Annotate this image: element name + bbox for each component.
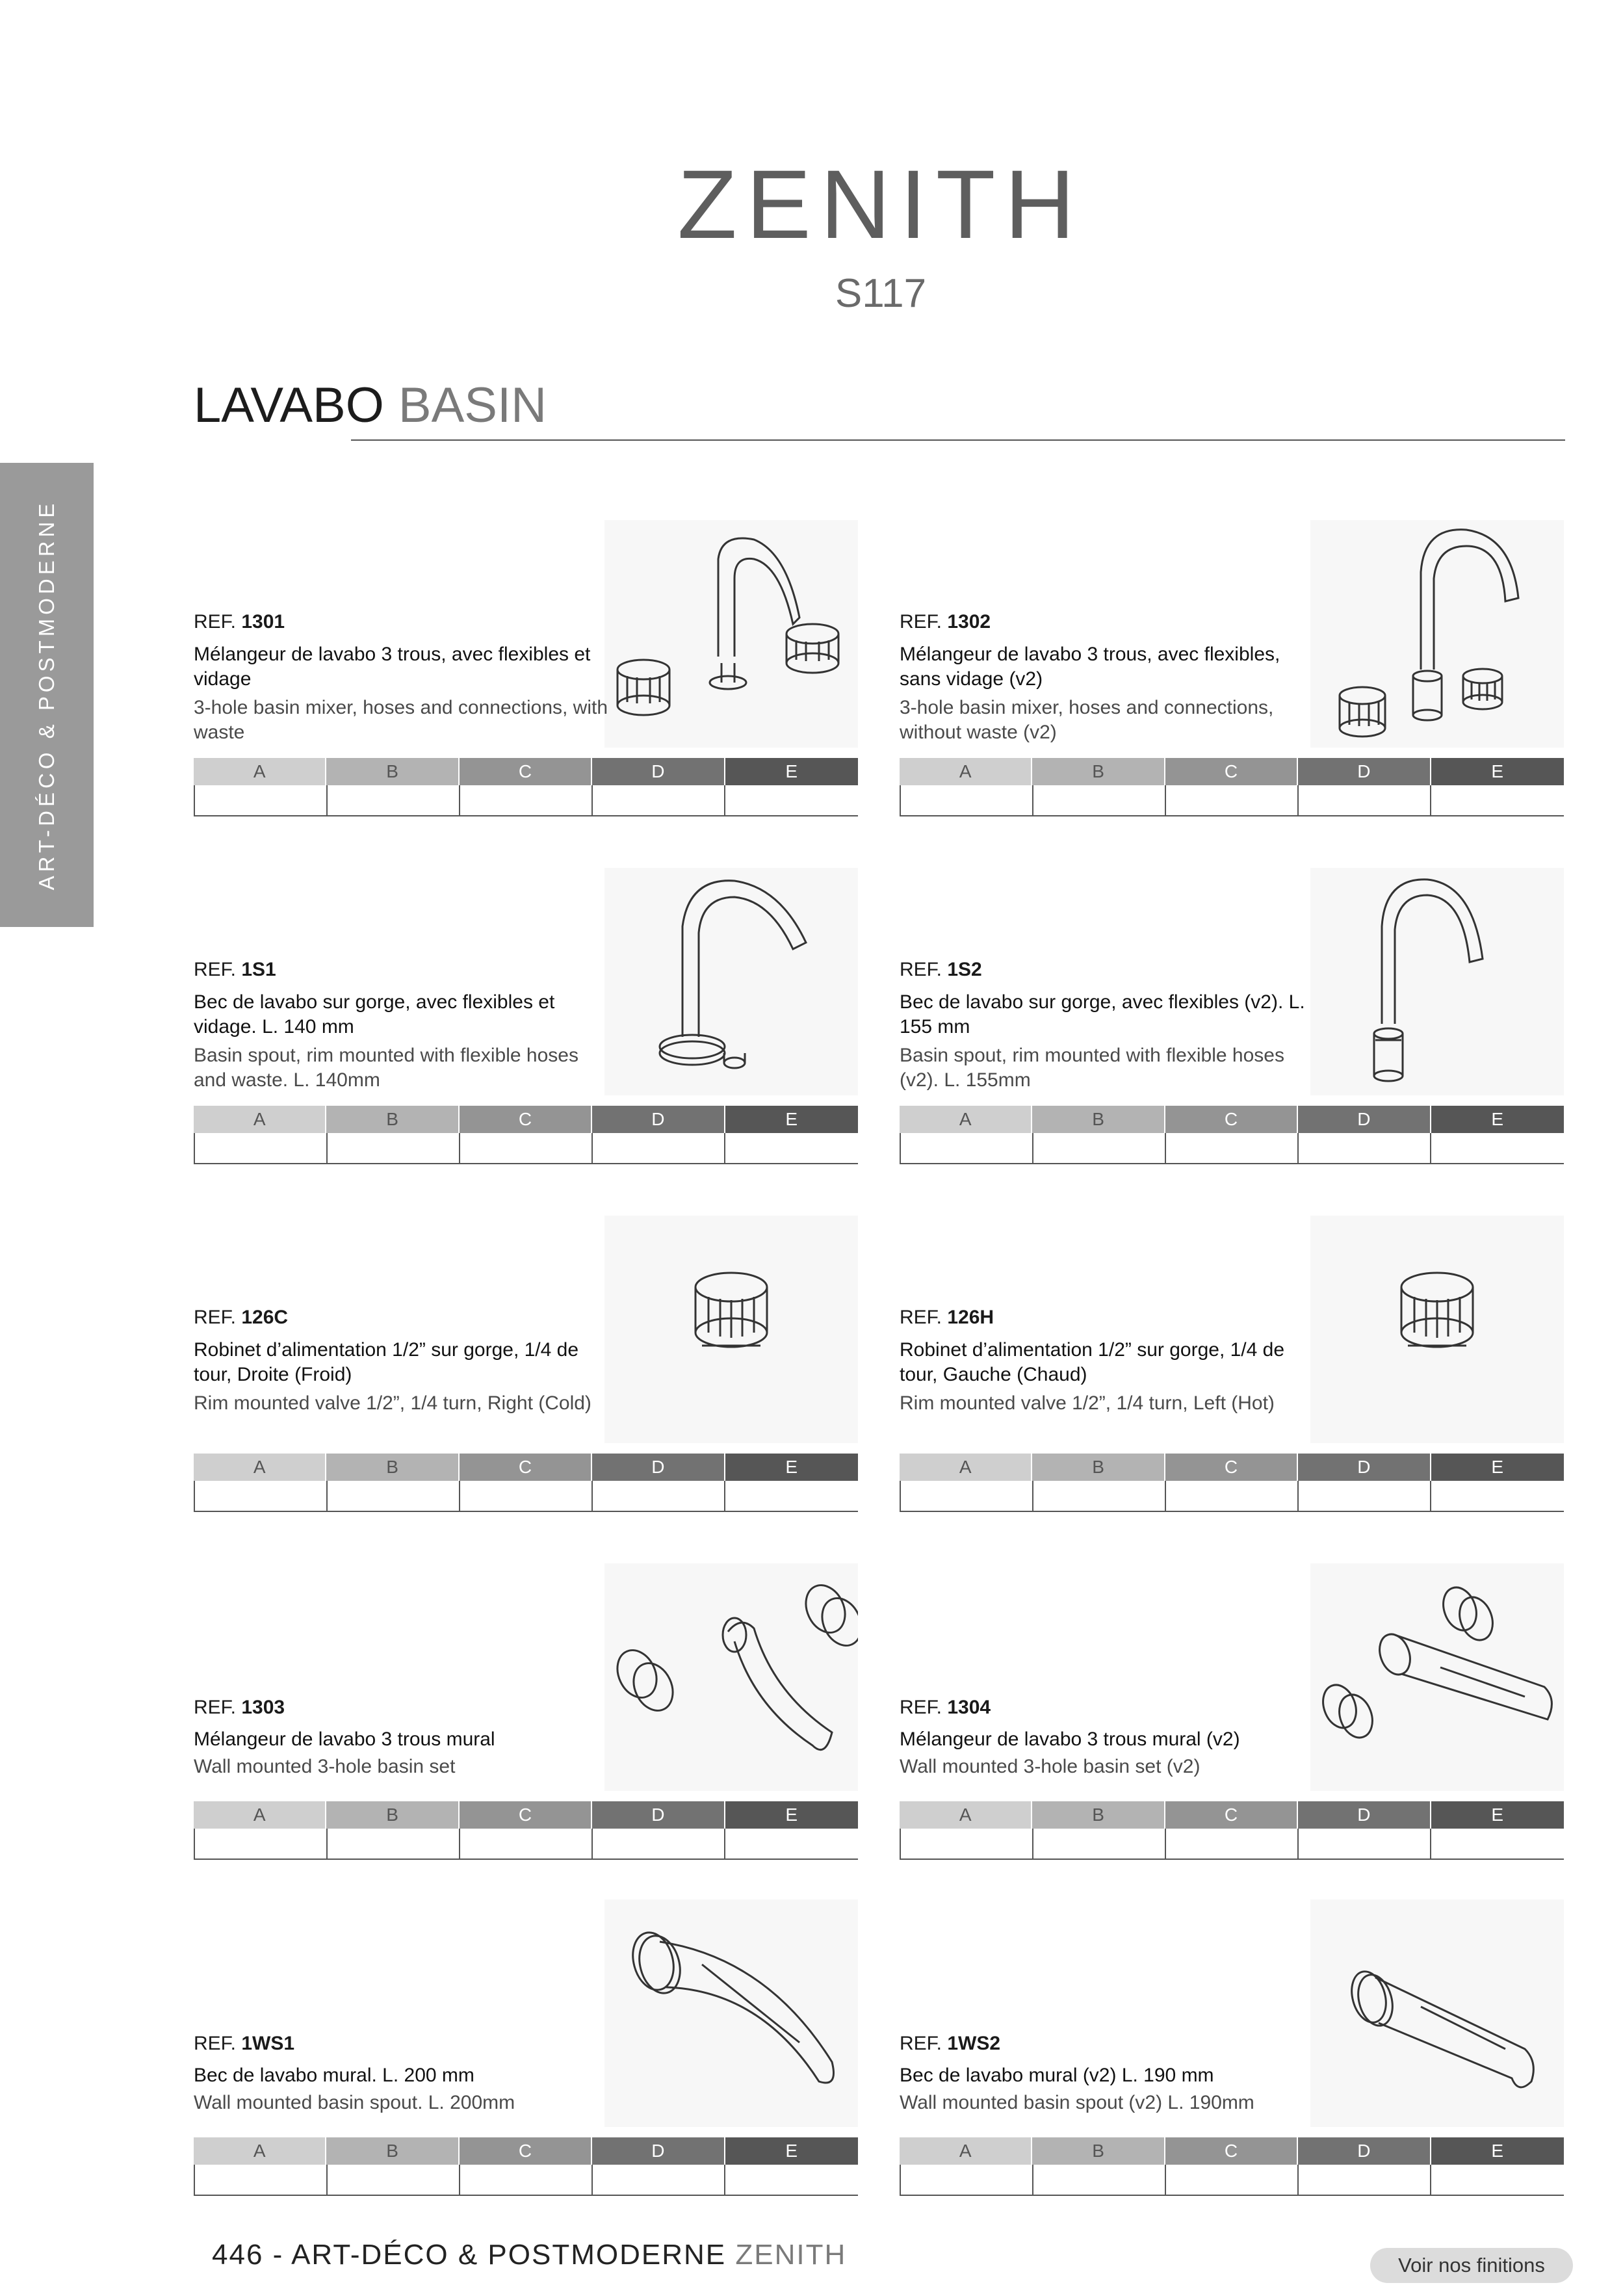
finish-col-d[interactable]: D bbox=[592, 1454, 725, 1481]
finish-cell[interactable] bbox=[1166, 2165, 1299, 2195]
finish-col-d[interactable]: D bbox=[1298, 1801, 1431, 1829]
finish-col-d[interactable]: D bbox=[592, 1801, 725, 1829]
ref-code: 1WS2 bbox=[947, 2033, 1001, 2054]
finish-cell[interactable] bbox=[1033, 785, 1166, 815]
finish-col-b[interactable]: B bbox=[326, 2137, 459, 2165]
finish-col-e[interactable]: E bbox=[1431, 1106, 1564, 1133]
finish-cell[interactable] bbox=[460, 785, 593, 815]
finish-col-a[interactable]: A bbox=[194, 758, 326, 785]
finish-cell[interactable] bbox=[593, 2165, 725, 2195]
finish-table bbox=[194, 2137, 858, 2196]
finish-col-b[interactable]: B bbox=[326, 1106, 459, 1133]
ref-code: 1303 bbox=[241, 1697, 285, 1718]
finish-col-e[interactable]: E bbox=[1431, 2137, 1564, 2165]
finish-cell[interactable] bbox=[1033, 1829, 1166, 1859]
product-desc-en: Wall mounted basin spout. L. 200mm bbox=[194, 2092, 515, 2113]
ref-code: 1WS1 bbox=[241, 2033, 295, 2054]
finish-col-c[interactable]: C bbox=[460, 1454, 592, 1481]
product-family-title: ZENITH bbox=[677, 150, 1084, 259]
finish-cell[interactable] bbox=[1033, 1481, 1166, 1511]
finish-cell[interactable] bbox=[725, 1481, 858, 1511]
product-ref: REF. 126C bbox=[194, 1307, 289, 1328]
view-finishes-button[interactable]: Voir nos finitions bbox=[1370, 2248, 1573, 2283]
footer-model: ZENITH bbox=[735, 2239, 847, 2271]
ref-code: 1304 bbox=[947, 1697, 991, 1718]
finish-col-d[interactable]: D bbox=[1298, 758, 1431, 785]
finish-col-e[interactable]: E bbox=[725, 2137, 858, 2165]
ref-code: 1302 bbox=[947, 611, 991, 633]
finish-cell[interactable] bbox=[328, 785, 460, 815]
wall-mixer-icon bbox=[604, 1563, 858, 1791]
finish-cell[interactable] bbox=[1166, 1481, 1299, 1511]
finish-cell[interactable] bbox=[195, 1133, 328, 1163]
finish-col-c[interactable]: C bbox=[1165, 1454, 1298, 1481]
finish-cell[interactable] bbox=[328, 1829, 460, 1859]
finish-cell[interactable] bbox=[195, 1481, 328, 1511]
product-card-126c bbox=[194, 1216, 858, 1515]
finish-table bbox=[900, 2137, 1564, 2196]
finish-col-a[interactable]: A bbox=[900, 758, 1032, 785]
product-desc-en: 3-hole basin mixer, hoses and connections, without waste (v2) bbox=[900, 697, 1274, 743]
finish-table bbox=[900, 758, 1564, 816]
finish-table bbox=[194, 1801, 858, 1860]
valve-handle-icon bbox=[1310, 1216, 1564, 1443]
finish-cell[interactable] bbox=[328, 1133, 460, 1163]
product-card-1304 bbox=[900, 1563, 1564, 1862]
product-desc-fr: Mélangeur de lavabo 3 trous, avec flexibles, sans vidage (v2) bbox=[900, 644, 1280, 690]
finish-cell[interactable] bbox=[1431, 1829, 1564, 1859]
product-desc-en: Wall mounted 3-hole basin set bbox=[194, 1756, 456, 1777]
finish-cell[interactable] bbox=[328, 2165, 460, 2195]
basin-spout-icon bbox=[604, 868, 858, 1095]
finish-col-a[interactable]: A bbox=[194, 1454, 326, 1481]
finish-cell[interactable] bbox=[1166, 785, 1299, 815]
section-heading bbox=[194, 377, 547, 434]
product-ref: REF. 1301 bbox=[194, 611, 285, 633]
finish-col-b[interactable]: B bbox=[1032, 758, 1165, 785]
finish-cell[interactable] bbox=[328, 1481, 460, 1511]
section-divider bbox=[351, 439, 1565, 441]
finish-col-e[interactable]: E bbox=[1431, 1454, 1564, 1481]
finish-col-d[interactable]: D bbox=[592, 2137, 725, 2165]
finish-cell[interactable] bbox=[1299, 1829, 1431, 1859]
finish-cell[interactable] bbox=[460, 1133, 593, 1163]
finish-col-d[interactable]: D bbox=[592, 1106, 725, 1133]
valve-handle-icon bbox=[604, 1216, 858, 1443]
product-card-1s2 bbox=[900, 868, 1564, 1167]
product-ref: REF. 1303 bbox=[194, 1697, 285, 1718]
finish-col-a[interactable]: A bbox=[900, 1106, 1032, 1133]
product-desc-fr: Mélangeur de lavabo 3 trous mural (v2) bbox=[900, 1729, 1240, 1750]
finish-cell[interactable] bbox=[901, 785, 1033, 815]
finish-cell[interactable] bbox=[1299, 2165, 1431, 2195]
product-card-1303 bbox=[194, 1563, 858, 1862]
side-tab-label: ART-DÉCO & POSTMODERNE bbox=[34, 499, 58, 891]
finish-col-a[interactable]: A bbox=[194, 1801, 326, 1829]
side-category-tab[interactable] bbox=[0, 463, 94, 927]
finish-cell[interactable] bbox=[725, 1133, 858, 1163]
product-card-1301 bbox=[194, 520, 858, 819]
finish-col-c[interactable]: C bbox=[1165, 1801, 1298, 1829]
finish-cell[interactable] bbox=[1431, 2165, 1564, 2195]
product-card-1ws1 bbox=[194, 1899, 858, 2198]
product-ref: REF. 1S2 bbox=[900, 959, 982, 980]
finish-table bbox=[194, 758, 858, 816]
finish-cell[interactable] bbox=[1033, 1133, 1166, 1163]
finish-col-a[interactable]: A bbox=[900, 2137, 1032, 2165]
wall-spout-icon bbox=[604, 1899, 858, 2127]
finish-col-e[interactable]: E bbox=[1431, 758, 1564, 785]
finish-cell[interactable] bbox=[901, 2165, 1033, 2195]
finish-col-d[interactable]: D bbox=[1298, 1106, 1431, 1133]
finish-col-c[interactable]: C bbox=[1165, 1106, 1298, 1133]
finish-col-c[interactable]: C bbox=[1165, 758, 1298, 785]
finish-col-b[interactable]: B bbox=[326, 1454, 459, 1481]
product-desc-en: Rim mounted valve 1/2”, 1/4 turn, Right (Cold) bbox=[194, 1392, 591, 1414]
finish-col-b[interactable]: B bbox=[1032, 1106, 1165, 1133]
finish-cell[interactable] bbox=[901, 1133, 1033, 1163]
product-desc-en: Wall mounted 3-hole basin set (v2) bbox=[900, 1756, 1201, 1777]
finish-col-c[interactable]: C bbox=[460, 2137, 592, 2165]
finish-col-b[interactable]: B bbox=[326, 758, 459, 785]
ref-code: 1301 bbox=[241, 611, 285, 633]
product-desc-fr: Robinet d’alimentation 1/2” sur gorge, 1/4 de tour, Droite (Froid) bbox=[194, 1339, 579, 1385]
finish-col-b[interactable]: B bbox=[1032, 1454, 1165, 1481]
finish-cell[interactable] bbox=[1299, 785, 1431, 815]
finish-cell[interactable] bbox=[195, 785, 328, 815]
ref-code: 126H bbox=[947, 1307, 994, 1328]
product-card-126h bbox=[900, 1216, 1564, 1515]
finish-cell[interactable] bbox=[1166, 1133, 1299, 1163]
series-code: S117 bbox=[835, 271, 927, 316]
three-hole-mixer-v2-icon bbox=[1310, 520, 1564, 748]
finish-col-c[interactable]: C bbox=[1165, 2137, 1298, 2165]
product-desc-fr: Robinet d’alimentation 1/2” sur gorge, 1/4 de tour, Gauche (Chaud) bbox=[900, 1339, 1285, 1385]
finish-col-e[interactable]: E bbox=[725, 1106, 858, 1133]
finish-cell[interactable] bbox=[593, 1133, 725, 1163]
finish-cell[interactable] bbox=[725, 785, 858, 815]
product-desc-en: Basin spout, rim mounted with flexible hoses and waste. L. 140mm bbox=[194, 1045, 578, 1091]
finish-col-c[interactable]: C bbox=[460, 758, 592, 785]
finish-col-d[interactable]: D bbox=[1298, 1454, 1431, 1481]
product-desc-en: 3-hole basin mixer, hoses and connections, with waste bbox=[194, 697, 608, 743]
finish-cell[interactable] bbox=[1033, 2165, 1166, 2195]
finish-cell[interactable] bbox=[460, 1829, 593, 1859]
product-ref: REF. 1S1 bbox=[194, 959, 276, 980]
finish-cell[interactable] bbox=[460, 1481, 593, 1511]
product-desc-fr: Bec de lavabo sur gorge, avec flexibles et vidage. L. 140 mm bbox=[194, 991, 555, 1037]
product-ref: REF. 1302 bbox=[900, 611, 991, 633]
section-title-fr: LAVABO bbox=[194, 378, 384, 433]
product-desc-en: Wall mounted basin spout (v2) L. 190mm bbox=[900, 2092, 1254, 2113]
finish-col-c[interactable]: C bbox=[460, 1106, 592, 1133]
product-desc-en: Basin spout, rim mounted with flexible hoses (v2). L. 155mm bbox=[900, 1045, 1284, 1091]
finish-cell[interactable] bbox=[460, 2165, 593, 2195]
basin-spout-v2-icon bbox=[1310, 868, 1564, 1095]
ref-code: 126C bbox=[241, 1307, 289, 1328]
finish-col-e[interactable]: E bbox=[725, 1801, 858, 1829]
three-hole-mixer-icon bbox=[604, 520, 858, 748]
finish-cell[interactable] bbox=[901, 1829, 1033, 1859]
finish-cell[interactable] bbox=[593, 1481, 725, 1511]
product-desc-fr: Mélangeur de lavabo 3 trous mural bbox=[194, 1729, 495, 1750]
product-ref: REF. 126H bbox=[900, 1307, 994, 1328]
finish-col-b[interactable]: B bbox=[1032, 1801, 1165, 1829]
product-ref: REF. 1304 bbox=[900, 1697, 991, 1718]
ref-code: 1S1 bbox=[241, 959, 276, 980]
finish-cell[interactable] bbox=[1299, 1481, 1431, 1511]
finish-cell[interactable] bbox=[725, 1829, 858, 1859]
product-ref: REF. 1WS1 bbox=[194, 2033, 295, 2054]
finish-cell[interactable] bbox=[725, 2165, 858, 2195]
product-desc-fr: Mélangeur de lavabo 3 trous, avec flexibles et vidage bbox=[194, 644, 591, 690]
finish-col-b[interactable]: B bbox=[326, 1801, 459, 1829]
finish-col-b[interactable]: B bbox=[1032, 2137, 1165, 2165]
product-desc-en: Rim mounted valve 1/2”, 1/4 turn, Left (Hot) bbox=[900, 1392, 1275, 1414]
finish-cell[interactable] bbox=[195, 1829, 328, 1859]
finish-table bbox=[194, 1106, 858, 1164]
finish-cell[interactable] bbox=[593, 785, 725, 815]
finish-table bbox=[900, 1801, 1564, 1860]
wall-spout-v2-icon bbox=[1310, 1899, 1564, 2127]
finish-cell[interactable] bbox=[593, 1829, 725, 1859]
product-desc-fr: Bec de lavabo mural (v2) L. 190 mm bbox=[900, 2065, 1214, 2086]
product-card-1s1 bbox=[194, 868, 858, 1167]
ref-code: 1S2 bbox=[947, 959, 982, 980]
finish-col-c[interactable]: C bbox=[460, 1801, 592, 1829]
product-card-1ws2 bbox=[900, 1899, 1564, 2198]
finish-cell[interactable] bbox=[1299, 1133, 1431, 1163]
finish-col-d[interactable]: D bbox=[592, 758, 725, 785]
finish-col-e[interactable]: E bbox=[725, 758, 858, 785]
product-desc-fr: Bec de lavabo mural. L. 200 mm bbox=[194, 2065, 474, 2086]
finish-col-a[interactable]: A bbox=[900, 1801, 1032, 1829]
finish-cell[interactable] bbox=[1431, 1481, 1564, 1511]
finish-table bbox=[900, 1454, 1564, 1512]
finish-cell[interactable] bbox=[1166, 1829, 1299, 1859]
footer-page-label: 446 - ART-DÉCO & POSTMODERNE bbox=[212, 2239, 727, 2271]
product-desc-fr: Bec de lavabo sur gorge, avec flexibles (v2). L. 155 mm bbox=[900, 991, 1305, 1037]
wall-mixer-v2-icon bbox=[1310, 1563, 1564, 1791]
section-title-en: BASIN bbox=[398, 378, 547, 433]
finish-cell[interactable] bbox=[901, 1481, 1033, 1511]
finish-col-a[interactable]: A bbox=[900, 1454, 1032, 1481]
page-footer bbox=[212, 2239, 846, 2271]
finish-col-a[interactable]: A bbox=[194, 1106, 326, 1133]
finish-cell[interactable] bbox=[1431, 1133, 1564, 1163]
product-card-1302 bbox=[900, 520, 1564, 819]
finish-table bbox=[194, 1454, 858, 1512]
finish-col-a[interactable]: A bbox=[194, 2137, 326, 2165]
product-ref: REF. 1WS2 bbox=[900, 2033, 1001, 2054]
finish-col-e[interactable]: E bbox=[725, 1454, 858, 1481]
finish-cell[interactable] bbox=[195, 2165, 328, 2195]
finish-col-d[interactable]: D bbox=[1298, 2137, 1431, 2165]
finish-cell[interactable] bbox=[1431, 785, 1564, 815]
finish-col-e[interactable]: E bbox=[1431, 1801, 1564, 1829]
finish-table bbox=[900, 1106, 1564, 1164]
